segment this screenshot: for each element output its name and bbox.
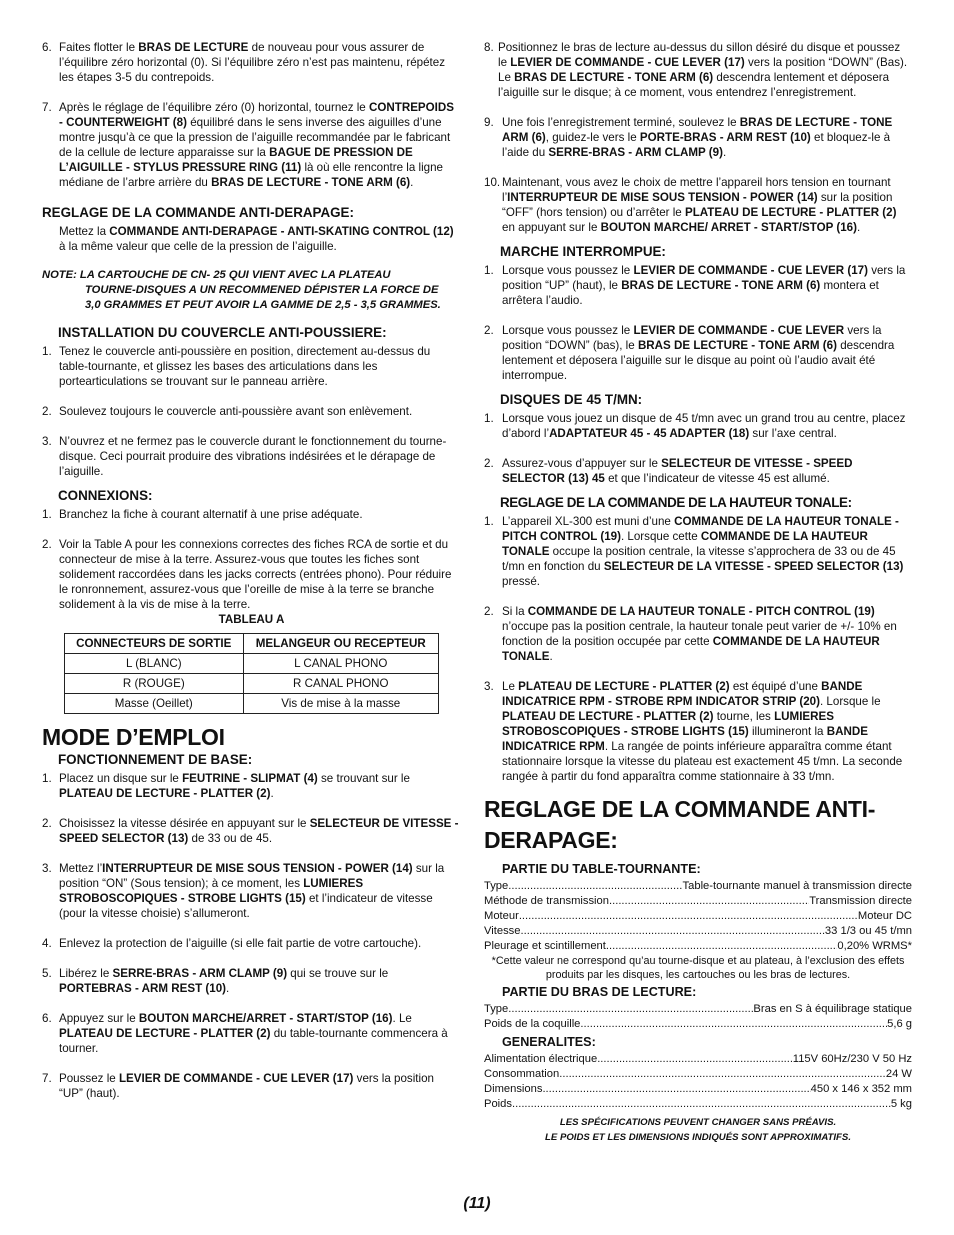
step-6-text: Faites flotter le BRAS DE LECTURE de nouveau pour vous assurer de l’équilibre zéro horizontal (0). Si l’équilibre zéro n’est pas maintenu, répétez les étapes 3-5 du contrepoids.	[59, 41, 446, 84]
bold-term: ADAPTATEUR 45 - 45 ADAPTER (18)	[549, 427, 750, 440]
spec-value: Bras en S à équilibrage statique	[753, 1003, 912, 1015]
spec-title-line-2: DERAPAGE:	[484, 827, 618, 853]
spec-row	[484, 939, 912, 954]
bold-term: PLATEAU DE LECTURE - PLATTER (2)	[59, 787, 271, 800]
footer-note	[484, 1115, 912, 1145]
dustcover-3: N’ouvrez et ne fermez pas le couvercle durant le fonctionnement du tourne-disque. Ceci pourrait produire des vibrations indésirées et le dérapage de l’aiguille.	[59, 435, 447, 478]
bold-term: PLATEAU DE LECTURE - PLATTER (2)	[518, 680, 730, 693]
mode-title: MODE D’EMPLOI	[42, 724, 225, 750]
note-line-1: NOTE: LA CARTOUCHE DE CN- 25 QUI VIENT AVEC LA PLATEAU	[42, 269, 391, 281]
spec-key: Poids	[484, 1098, 512, 1110]
table-header: CONNECTEURS DE SORTIE	[65, 634, 244, 654]
spec-key: Pleurage et scintillement	[484, 940, 606, 952]
bold-term: COMMANDE DE LA HAUTEUR TONALE	[502, 635, 880, 663]
dustcover-2: Soulevez toujours le couvercle anti-poussière avant son enlèvement.	[59, 405, 413, 418]
connexions-1: Branchez la fiche à courant alternatif à une prise adéquate.	[59, 508, 363, 521]
dot-leader	[609, 894, 809, 909]
bold-term: BRAS DE LECTURE - TONE ARM (6)	[211, 176, 411, 189]
pitch-2: Si la COMMANDE DE LA HAUTEUR TONALE - PITCH CONTROL (19) n’occupe pas la position centrale, la hauteur tonale peut varier de +/- 10% en fonction de la position occupée par cette COMMANDE DE LA HAUTEUR TONALE.	[502, 605, 897, 663]
connections-table	[64, 633, 439, 714]
step-7-text: Après le réglage de l’équilibre zéro (0) horizontal, tournez le CONTREPOIDS - COUNTERWEIGHT (8) équilibré dans le sens inverse des aiguilles d’une montre jusqu’à ce que la pression de l’aiguille recommandée par le fabricant de la cellule de lecture apparaisse sur la BAGUE DE PRESSION DE L’AIGUILLE - STYLUS PRESSURE RING (11) là où elle rencontre la ligne médiane de l’arbre arrière du BRAS DE LECTURE - TONE ARM (6).	[59, 101, 455, 189]
spec-value: 0,20% WRMS*	[837, 940, 912, 952]
spec-key: Méthode de transmission	[484, 895, 609, 907]
bold-term: BRAS DE LECTURE - TONE ARM (6)	[502, 116, 893, 144]
bold-term: PLATEAU DE LECTURE - PLATTER (2)	[684, 206, 897, 219]
spec-value: Table-tournante manuel à transmission directe	[682, 880, 912, 892]
footer-note-1: LES SPÉCIFICATIONS PEUVENT CHANGER SANS PRÉAVIS.	[559, 1117, 837, 1128]
spec-title	[484, 794, 912, 856]
list-item: 6. Appuyez sur le BOUTON MARCHE/ARRET - START/STOP (16). Le PLATEAU DE LECTURE - PLATTER (2) du table-tournante commencera à tourner.	[42, 1011, 460, 1056]
bold-term: COMMANDE ANTI-DERAPAGE - ANTI-SKATING CONTROL (12)	[109, 225, 454, 238]
spec-value: 5 kg	[890, 1098, 912, 1110]
dot-leader	[508, 879, 682, 894]
list-item: 7. Poussez le LEVIER DE COMMANDE - CUE LEVER (17) vers la position “UP” (haut).	[42, 1071, 460, 1101]
bold-term: BRAS DE LECTURE - TONE ARM (6)	[637, 339, 837, 352]
spec-value: 24 W	[885, 1068, 912, 1080]
bold-term: LEVIER DE COMMANDE - CUE LEVER (17)	[633, 264, 868, 277]
page-number: (11)	[463, 1195, 491, 1212]
note-line-2: TOURNE-DISQUES A UN RECOMMENED DÉPISTER LA FORCE DE	[85, 284, 439, 296]
general-heading: GENERALITES:	[502, 1035, 596, 1049]
basic-4: Enlevez la protection de l’aiguille (si elle fait partie de votre cartouche).	[59, 937, 422, 950]
spec-key: Alimentation électrique	[484, 1053, 598, 1065]
table-row	[65, 674, 439, 694]
spec-key: Poids de la coquille	[484, 1018, 581, 1030]
list-item: 2. Lorsque vous poussez le LEVIER DE COMMANDE - CUE LEVER vers la position “DOWN” (bas), le BRAS DE LECTURE - TONE ARM (6) descendra lentement et déposera l’aiguille sur le disque au point où l’audio avait été interrompue.	[484, 323, 912, 383]
spec-value: 33 1/3 ou 45 t/mn	[824, 925, 912, 937]
list-item: 1. L’appareil XL-300 est muni d’une COMMANDE DE LA HAUTEUR TONALE - PITCH CONTROL (19). Lorsque cette COMMANDE DE LA HAUTEUR TONALE occupe la position centrale, la vitesse s’approchera de 33 ou de 45 t/mn en fonction du SELECTEUR DE LA VITESSE - SPEED SELECTOR (13) pressé.	[484, 514, 912, 589]
bold-term: BANDE INDICATRICE RPM - STROBE RPM INDICATOR STRIP (20)	[502, 680, 863, 708]
dot-leader	[559, 1067, 886, 1082]
dot-leader	[508, 1002, 753, 1017]
dot-leader	[606, 939, 838, 954]
connexions-heading: CONNEXIONS:	[58, 488, 153, 503]
disc45-1: Lorsque vous jouez un disque de 45 t/mn avec un grand trou au centre, placez d’abord l’ADAPTATEUR 45 - 45 ADAPTER (18) sur l’axe central.	[502, 412, 906, 440]
antiskate-text: Mettez la COMMANDE ANTI-DERAPAGE - ANTI-SKATING CONTROL (12) à la même valeur que celle de la pression de l’aiguille.	[59, 225, 454, 253]
bold-term: SELECTEUR DE VITESSE - SPEED SELECTOR (13) 45	[502, 457, 853, 485]
table-caption: TABLEAU A	[218, 613, 285, 626]
bold-term: COMMANDE DE LA HAUTEUR TONALE - PITCH CONTROL (19)	[502, 515, 899, 543]
antiskate-heading: REGLAGE DE LA COMMANDE ANTI-DERAPAGE:	[42, 205, 354, 220]
spec-value: Transmission directe	[809, 895, 912, 907]
bold-term: LUMIERES STROBOSCOPIQUES - STROBE LIGHTS (15)	[502, 710, 834, 738]
table-row	[65, 654, 439, 674]
general-specs	[484, 1052, 912, 1112]
cartridge-note	[42, 268, 460, 313]
list-item: 10. Maintenant, vous avez le choix de mettre l’appareil hors tension en tournant l’INTERRUPTEUR DE MISE SOUS TENSION - POWER (14) sur la position “OFF” (hors tension) ou d’arrêter le PLATEAU DE LECTURE - PLATTER (2) en appuyant sur le BOUTON MARCHE/ ARRET - START/STOP (16).	[484, 175, 912, 235]
spec-row	[484, 1052, 912, 1067]
table-cell: Masse (Oeillet)	[65, 694, 244, 714]
note-line-3: 3,0 GRAMMES ET PEUT AVOIR LA GAMME DE 2,5 - 3,5 GRAMMES.	[85, 299, 441, 311]
dot-leader	[521, 924, 825, 939]
bold-term: CONTREPOIDS - COUNTERWEIGHT (8)	[59, 101, 455, 129]
spec-key: Moteur	[484, 910, 519, 922]
bold-term: SERRE-BRAS - ARM CLAMP (9)	[112, 967, 288, 980]
bold-term: COMMANDE DE LA HAUTEUR TONALE	[502, 530, 868, 558]
pause-heading: MARCHE INTERROMPUE:	[500, 244, 666, 259]
spec-row	[484, 894, 912, 909]
spec-row	[484, 909, 912, 924]
list-item: 6. Faites flotter le BRAS DE LECTURE de nouveau pour vous assurer de l’équilibre zéro horizontal (0). Si l’équilibre zéro n’est pas maintenu, répétez les étapes 3-5 du contrepoids.	[42, 40, 460, 85]
spec-key: Vitesse	[484, 925, 521, 937]
table-cell: R CANAL PHONO	[243, 674, 438, 694]
dot-leader	[580, 1017, 887, 1032]
bold-term: PORTEBRAS - ARM REST (10)	[59, 982, 227, 995]
step-9-text: Une fois l’enregistrement terminé, soulevez le BRAS DE LECTURE - TONE ARM (6), guidez-le vers le PORTE-BRAS - ARM REST (10) et bloquez-le à l’aide du SERRE-BRAS - ARM CLAMP (9).	[502, 116, 893, 159]
table-cell: L CANAL PHONO	[243, 654, 438, 674]
dot-leader	[597, 1052, 793, 1067]
table-row	[65, 694, 439, 714]
pitch-3: Le PLATEAU DE LECTURE - PLATTER (2) est équipé d’une BANDE INDICATRICE RPM - STROBE RPM INDICATOR STRIP (20). Lorsque le PLATEAU DE LECTURE - PLATTER (2) tourne, les LUMIERES STROBOSCOPIQUES - STROBE LIGHTS (15) illumineront la BANDE INDICATRICE RPM. La rangée de points inférieure apparaîtra comme étant stationnaire lorsque la vitesse du plateau est exactement 45 t/mn. La seconde rangée à partir du fond apparaîtra comme stationnaire à 33 t/mn.	[502, 680, 903, 783]
list-item: 1. Lorsque vous poussez le LEVIER DE COMMANDE - CUE LEVER (17) vers la position “UP” (haut), le BRAS DE LECTURE - TONE ARM (6) montera et arrêtera l’audio.	[484, 263, 912, 308]
list-item: 3. Mettez l’INTERRUPTEUR DE MISE SOUS TENSION - POWER (14) sur la position “ON” (Sous tension); à ce moment, les LUMIERES STROBOSCOPIQUES - STROBE LIGHTS (15) et l’indicateur de vitesse (pour la vitesse choisie) s’allumeront.	[42, 861, 460, 921]
basic-5: Libérez le SERRE-BRAS - ARM CLAMP (9) qui se trouve sur le PORTEBRAS - ARM REST (10).	[59, 967, 389, 995]
list-item: 2. Voir la Table A pour les connexions correctes des fiches RCA de sortie et du connecteur de mise à la terre. Assurez-vous que toutes les fiches sont solidement raccordées dans les jacks corrects (entrées phono). Pour réduire le ronronnement, assurez-vous que l’oreille de mise à la terre se branche solidement à la vis de mise à la terre.	[42, 537, 460, 612]
bold-term: PLATEAU DE LECTURE - PLATTER (2)	[502, 710, 714, 723]
spec-key: Consommation	[484, 1068, 560, 1080]
spec-value: 450 x 146 x 352 mm	[810, 1083, 912, 1095]
turntable-note: *Cette valeur ne correspond qu’au tourne-disque et au plateau, à l’exclusion des effets produits par les disques, les cartouches ou les bras de lectures.	[491, 955, 905, 981]
bold-term: BOUTON MARCHE/ARRET - START/STOP (16)	[138, 1012, 393, 1025]
bold-term: BOUTON MARCHE/ ARRET - START/STOP (16)	[600, 221, 857, 234]
spec-row	[484, 1097, 912, 1112]
spec-row	[484, 1002, 912, 1017]
step-8-text: Positionnez le bras de lecture au-dessus du sillon désiré du disque et poussez le LEVIER DE COMMANDE - CUE LEVER (17) vers la position “DOWN” (Bas). Le BRAS DE LECTURE - TONE ARM (6) descendra lentement et déposera l’aiguille sur le disque; à ce moment, vous entendrez l’enregistrement.	[498, 41, 908, 99]
bold-term: LEVIER DE COMMANDE - CUE LEVER (17)	[510, 56, 745, 69]
basic-6: Appuyez sur le BOUTON MARCHE/ARRET - START/STOP (16). Le PLATEAU DE LECTURE - PLATTER (2) du table-tournante commencera à tourner.	[59, 1012, 448, 1055]
table-cell: Vis de mise à la masse	[243, 694, 438, 714]
bold-term: BRAS DE LECTURE	[138, 41, 249, 54]
list-item: 2. Assurez-vous d’appuyer sur le SELECTEUR DE VITESSE - SPEED SELECTOR (13) 45 et que l’indicateur de vitesse 45 est allumé.	[484, 456, 912, 486]
spec-key: Type	[484, 880, 509, 892]
footer-note-2: LE POIDS ET LES DIMENSIONS INDIQUÉS SONT APPROXIMATIFS.	[545, 1132, 851, 1143]
spec-row	[484, 1017, 912, 1032]
list-item: 2. Choisissez la vitesse désirée en appuyant sur le SELECTEUR DE VITESSE - SPEED SELECTOR (13) de 33 ou de 45.	[42, 817, 459, 845]
list-item: 3. N’ouvrez et ne fermez pas le couvercle durant le fonctionnement du tourne-disque. Ceci pourrait produire des vibrations indésirées et le dérapage de l’aiguille.	[42, 434, 460, 479]
spec-row	[484, 879, 912, 894]
turntable-heading: PARTIE DU TABLE-TOURNANTE:	[502, 862, 701, 876]
spec-value: Moteur DC	[857, 910, 912, 922]
dustcover-1: Tenez le couvercle anti-poussière en position, directement au-dessus du table-tournante, et glissez les bases des articulations dans les portearticulations se trouvant sur le panneau arrière.	[59, 345, 431, 388]
spec-title-line-1: REGLAGE DE LA COMMANDE ANTI-	[484, 796, 876, 822]
bold-term: PLATEAU DE LECTURE - PLATTER (2)	[59, 1027, 271, 1040]
bold-term: LEVIER DE COMMANDE - CUE LEVER	[633, 324, 845, 337]
spec-row	[484, 1082, 912, 1097]
basic-heading: FONCTIONNEMENT DE BASE:	[58, 752, 253, 767]
spec-row	[484, 1067, 912, 1082]
pitch-1: L’appareil XL-300 est muni d’une COMMANDE DE LA HAUTEUR TONALE - PITCH CONTROL (19). Lorsque cette COMMANDE DE LA HAUTEUR TONALE occupe la position centrale, la vitesse s’approchera de 33 ou de 45 t/mn en fonction du SELECTEUR DE LA VITESSE - SPEED SELECTOR (13) pressé.	[502, 515, 904, 588]
bold-term: FEUTRINE - SLIPMAT (4)	[182, 772, 318, 785]
pause-1: Lorsque vous poussez le LEVIER DE COMMANDE - CUE LEVER (17) vers la position “UP” (haut), le BRAS DE LECTURE - TONE ARM (6) montera et arrêtera l’audio.	[502, 264, 906, 307]
bold-term: BRAS DE LECTURE - TONE ARM (6)	[621, 279, 821, 292]
spec-key: Type	[484, 1003, 509, 1015]
bold-term: BAGUE DE PRESSION DE L’AIGUILLE - STYLUS PRESSURE RING (11)	[59, 146, 413, 174]
list-item: 2. Si la COMMANDE DE LA HAUTEUR TONALE - PITCH CONTROL (19) n’occupe pas la position centrale, la hauteur tonale peut varier de +/- 10% en fonction de la position occupée par cette COMMANDE DE LA HAUTEUR TONALE.	[484, 604, 912, 664]
spec-value: 115V 60Hz/230 V 50 Hz	[792, 1053, 912, 1065]
dot-leader	[512, 1097, 891, 1112]
dot-leader	[519, 909, 858, 924]
list-item: 3. Le PLATEAU DE LECTURE - PLATTER (2) est équipé d’une BANDE INDICATRICE RPM - STROBE RPM INDICATOR STRIP (20). Lorsque le PLATEAU DE LECTURE - PLATTER (2) tourne, les LUMIERES STROBOSCOPIQUES - STROBE LIGHTS (15) illumineront la BANDE INDICATRICE RPM. La rangée de points inférieure apparaîtra comme étant stationnaire lorsque la vitesse du plateau est exactement 45 t/mn. La seconde rangée à partir du fond apparaîtra comme stationnaire à 33 t/mn.	[484, 679, 912, 784]
bold-term: LUMIERES STROBOSCOPIQUES - STROBE LIGHTS (15)	[59, 877, 364, 905]
basic-3: Mettez l’INTERRUPTEUR DE MISE SOUS TENSION - POWER (14) sur la position “ON” (Sous tension); à ce moment, les LUMIERES STROBOSCOPIQUES - STROBE LIGHTS (15) et l’indicateur de vitesse (pour la vitesse choisie) s’allumeront.	[59, 862, 445, 920]
list-item: 1. Branchez la fiche à courant alternatif à une prise adéquate.	[42, 507, 460, 522]
list-item: 1. Tenez le couvercle anti-poussière en position, directement au-dessus du table-tournante, et glissez les bases des articulations dans les portearticulations se trouvant sur le panneau arrière.	[42, 344, 460, 389]
dustcover-heading: INSTALLATION DU COUVERCLE ANTI-POUSSIERE:	[58, 325, 387, 340]
table-cell: L (BLANC)	[65, 654, 244, 674]
arm-heading: PARTIE DU BRAS DE LECTURE:	[502, 985, 697, 999]
disc45-2: Assurez-vous d’appuyer sur le SELECTEUR DE VITESSE - SPEED SELECTOR (13) 45 et que l’indicateur de vitesse 45 est allumé.	[502, 457, 853, 485]
disc45-heading: DISQUES DE 45 T/MN:	[500, 392, 643, 407]
table-header-row	[65, 634, 439, 654]
table-header: MELANGEUR OU RECEPTEUR	[243, 634, 438, 654]
bold-term: COMMANDE DE LA HAUTEUR TONALE - PITCH CONTROL (19)	[527, 605, 875, 618]
spec-row	[484, 924, 912, 939]
connexions-2: Voir la Table A pour les connexions correctes des fiches RCA de sortie et du connecteur de mise à la terre. Assurez-vous que toutes les fiches sont solidement raccordées dans les jacks corrects (entrées phono). Pour réduire le ronronnement, assurez-vous que l’oreille de mise à la terre se branche solidement à la vis de mise à la terre.	[59, 538, 452, 611]
arm-specs	[484, 1002, 912, 1032]
basic-1: Placez un disque sur le FEUTRINE - SLIPMAT (4) se trouvant sur le PLATEAU DE LECTURE - PLATTER (2).	[59, 772, 410, 800]
basic-7: Poussez le LEVIER DE COMMANDE - CUE LEVER (17) vers la position “UP” (haut).	[59, 1072, 434, 1100]
bold-term: BANDE INDICATRICE RPM	[502, 725, 868, 753]
bold-term: INTERRUPTEUR DE MISE SOUS TENSION - POWER (14)	[507, 191, 818, 204]
right-column	[484, 40, 912, 1145]
step-10-text: Maintenant, vous avez le choix de mettre l’appareil hors tension en tournant l’INTERRUPTEUR DE MISE SOUS TENSION - POWER (14) sur la position “OFF” (hors tension) ou d’arrêter le PLATEAU DE LECTURE - PLATTER (2) en appuyant sur le BOUTON MARCHE/ ARRET - START/STOP (16).	[502, 176, 897, 234]
list-item: 8. Positionnez le bras de lecture au-dessus du sillon désiré du disque et poussez le LEVIER DE COMMANDE - CUE LEVER (17) vers la position “DOWN” (Bas). Le BRAS DE LECTURE - TONE ARM (6) descendra lentement et déposera l’aiguille sur le disque; à ce moment, vous entendrez l’enregistrement.	[484, 40, 912, 100]
list-item: 1. Lorsque vous jouez un disque de 45 t/mn avec un grand trou au centre, placez d’abord l’ADAPTATEUR 45 - 45 ADAPTER (18) sur l’axe central.	[484, 411, 912, 441]
bold-term: INTERRUPTEUR DE MISE SOUS TENSION - POWER (14)	[102, 862, 413, 875]
list-item: 5. Libérez le SERRE-BRAS - ARM CLAMP (9) qui se trouve sur le PORTEBRAS - ARM REST (10).	[42, 966, 460, 996]
spec-value: 5,6 g	[887, 1018, 912, 1030]
list-item: 4. Enlevez la protection de l’aiguille (si elle fait partie de votre cartouche).	[42, 936, 460, 951]
list-item: 2. Soulevez toujours le couvercle anti-poussière avant son enlèvement.	[42, 404, 460, 419]
table-cell: R (ROUGE)	[65, 674, 244, 694]
pitch-heading: REGLAGE DE LA COMMANDE DE LA HAUTEUR TONALE:	[500, 495, 852, 510]
bold-term: SELECTEUR DE LA VITESSE - SPEED SELECTOR (13)	[603, 560, 904, 573]
list-item: 7. Après le réglage de l’équilibre zéro (0) horizontal, tournez le CONTREPOIDS - COUNTERWEIGHT (8) équilibré dans le sens inverse des aiguilles d’une montre jusqu’à ce que la pression de l’aiguille recommandée par le fabricant de la cellule de lecture apparaisse sur la BAGUE DE PRESSION DE L’AIGUILLE - STYLUS PRESSURE RING (11) là où elle rencontre la ligne médiane de l’arbre arrière du BRAS DE LECTURE - TONE ARM (6).	[42, 100, 460, 190]
bold-term: BRAS DE LECTURE - TONE ARM (6)	[514, 71, 714, 84]
dot-leader	[542, 1082, 810, 1097]
spec-key: Dimensions	[484, 1083, 543, 1095]
turntable-specs	[484, 879, 912, 954]
left-column	[42, 40, 460, 1116]
bold-term: PORTE-BRAS - ARM REST (10)	[639, 131, 811, 144]
list-item: 9. Une fois l’enregistrement terminé, soulevez le BRAS DE LECTURE - TONE ARM (6), guidez-le vers le PORTE-BRAS - ARM REST (10) et bloquez-le à l’aide du SERRE-BRAS - ARM CLAMP (9).	[484, 115, 912, 160]
bold-term: SELECTEUR DE VITESSE - SPEED SELECTOR (13)	[59, 817, 459, 845]
bold-term: SERRE-BRAS - ARM CLAMP (9)	[548, 146, 723, 159]
bold-term: LEVIER DE COMMANDE - CUE LEVER (17)	[118, 1072, 354, 1085]
pause-2: Lorsque vous poussez le LEVIER DE COMMANDE - CUE LEVER vers la position “DOWN” (bas), le BRAS DE LECTURE - TONE ARM (6) descendra lentement et déposera l’aiguille sur le disque au point où l’audio avait été interrompue.	[502, 324, 895, 382]
basic-2: Choisissez la vitesse désirée en appuyant sur le SELECTEUR DE VITESSE - SPEED SELECTOR (13) de 33 ou de 45.	[59, 817, 459, 845]
list-item: 1. Placez un disque sur le FEUTRINE - SLIPMAT (4) se trouvant sur le PLATEAU DE LECTURE - PLATTER (2).	[42, 771, 460, 801]
